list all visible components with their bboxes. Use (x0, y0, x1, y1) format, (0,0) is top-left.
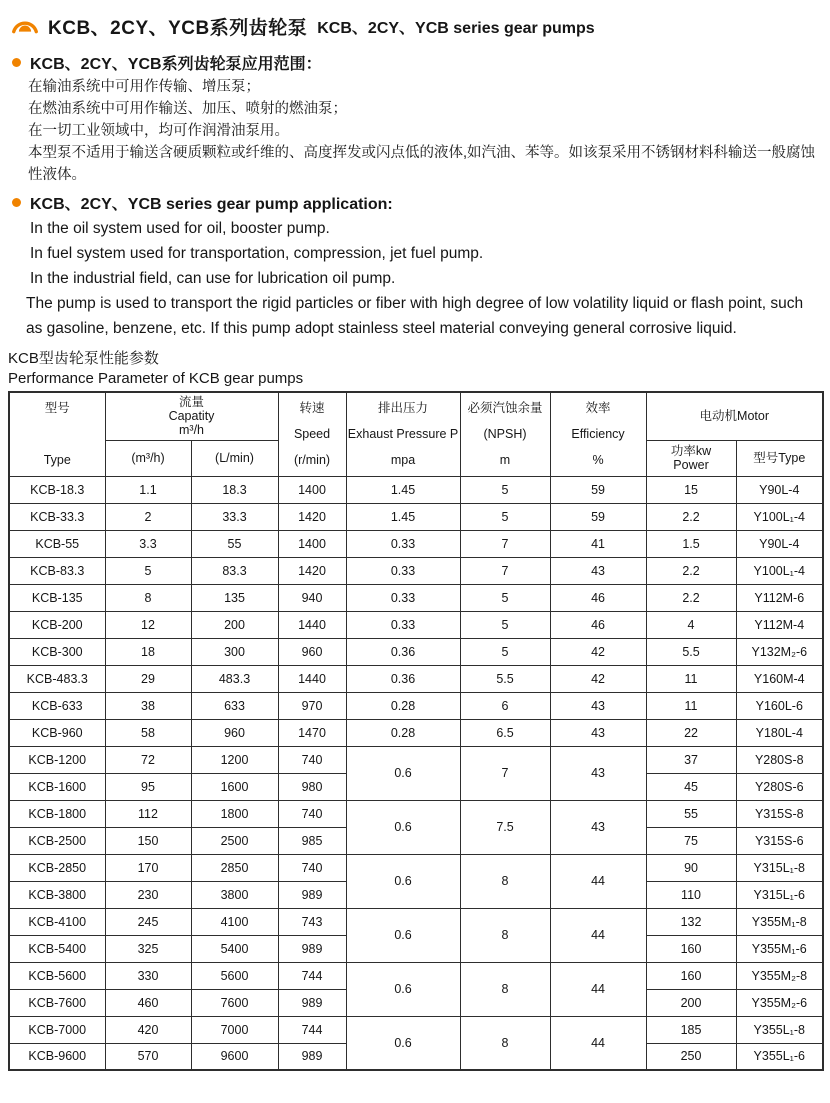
table-row (9, 530, 823, 557)
cell-power: 185 (646, 1016, 736, 1043)
cell-motor-type: Y100L₁-4 (736, 503, 823, 530)
cell-lmin: 300 (191, 638, 278, 665)
page-title (10, 12, 822, 40)
cell-pressure: 0.36 (346, 665, 460, 692)
cell-efficiency: 46 (550, 584, 646, 611)
cell-npsh: 7 (460, 530, 550, 557)
performance-table-body (9, 476, 823, 1070)
section-heading-en (12, 190, 822, 214)
header-speed-zh: 转速 (299, 401, 325, 416)
cell-type: KCB-18.3 (9, 476, 105, 503)
cell-pressure: 0.33 (346, 584, 460, 611)
cell-type: KCB-2500 (9, 827, 105, 854)
cell-lmin: 1600 (191, 773, 278, 800)
cell-efficiency: 43 (550, 800, 646, 854)
cell-m3h: 72 (105, 746, 191, 773)
table-row (9, 854, 823, 881)
cell-m3h: 460 (105, 989, 191, 1016)
cell-speed: 970 (278, 692, 346, 719)
cell-power: 45 (646, 773, 736, 800)
cell-motor-type: Y315S-8 (736, 800, 823, 827)
header-capacity-zh: 流量 (179, 395, 205, 410)
header-pressure-en: Exhaust Pressure P (347, 427, 459, 442)
cell-power: 11 (646, 665, 736, 692)
cell-type: KCB-9600 (9, 1043, 105, 1070)
header-lmin (191, 440, 278, 476)
cell-lmin: 55 (191, 530, 278, 557)
cell-motor-type: Y112M-4 (736, 611, 823, 638)
cell-lmin: 483.3 (191, 665, 278, 692)
cell-type: KCB-960 (9, 719, 105, 746)
cell-m3h: 8 (105, 584, 191, 611)
cell-m3h: 570 (105, 1043, 191, 1070)
zh-line: 在燃油系统中可用作输送、加压、喷射的燃油泵； (28, 101, 347, 117)
cell-type: KCB-7000 (9, 1016, 105, 1043)
table-row (9, 503, 823, 530)
cell-npsh: 5 (460, 584, 550, 611)
table-row (9, 908, 823, 935)
table-row (9, 665, 823, 692)
cell-npsh: 6 (460, 692, 550, 719)
cell-speed: 989 (278, 989, 346, 1016)
zh-line: 在输油系统中可用作传输、增压泵； (28, 79, 260, 95)
cell-m3h: 12 (105, 611, 191, 638)
header-motortype-label: 型号Type (753, 451, 806, 465)
table-row (9, 746, 823, 773)
cell-m3h: 5 (105, 557, 191, 584)
cell-lmin: 1800 (191, 800, 278, 827)
bullet-icon (12, 58, 21, 67)
header-capacity-en: Capatity (168, 409, 215, 424)
header-motor (646, 392, 823, 440)
header-speed (278, 392, 346, 476)
header-type-en: Type (43, 453, 71, 468)
application-en-paragraph (26, 216, 822, 341)
section-heading-zh-text: KCB、2CY、YCB系列齿轮泵应用范围： (30, 55, 322, 73)
table-row (9, 800, 823, 827)
cell-power: 200 (646, 989, 736, 1016)
cell-lmin: 200 (191, 611, 278, 638)
cell-speed: 740 (278, 746, 346, 773)
cell-power: 160 (646, 935, 736, 962)
header-capacity (105, 392, 278, 440)
cell-lmin: 2850 (191, 854, 278, 881)
cell-power: 132 (646, 908, 736, 935)
table-row (9, 584, 823, 611)
cell-speed: 985 (278, 827, 346, 854)
cell-type: KCB-483.3 (9, 665, 105, 692)
header-motortype (736, 440, 823, 476)
cell-motor-type: Y160L-6 (736, 692, 823, 719)
header-power-en: Power (673, 458, 709, 472)
cell-speed: 980 (278, 773, 346, 800)
cell-m3h: 325 (105, 935, 191, 962)
cell-motor-type: Y315S-6 (736, 827, 823, 854)
cell-lmin: 3800 (191, 881, 278, 908)
header-efficiency-en: Efficiency (571, 427, 625, 442)
title-en: KCB、2CY、YCB series gear pumps (317, 19, 595, 37)
cell-speed: 744 (278, 1016, 346, 1043)
en-line: In fuel system used for transportation, compression, jet fuel pump. (30, 245, 484, 262)
table-row (9, 638, 823, 665)
cell-pressure: 0.33 (346, 530, 460, 557)
cell-pressure: 0.6 (346, 800, 460, 854)
cell-type: KCB-1600 (9, 773, 105, 800)
cell-npsh: 7 (460, 557, 550, 584)
cell-lmin: 1200 (191, 746, 278, 773)
cell-speed: 1420 (278, 557, 346, 584)
header-pressure-zh: 排出压力 (378, 401, 429, 416)
en-line: The pump is used to transport the rigid particles or fiber with high degree of low volatility liquid or flash point, such as gasoline, benzene, etc. If this pump adopt stainless steel material conveying general corrosive liquid. (26, 295, 804, 337)
cell-speed: 744 (278, 962, 346, 989)
header-npsh-en: (NPSH) (483, 427, 527, 442)
cell-type: KCB-5600 (9, 962, 105, 989)
cell-power: 2.2 (646, 584, 736, 611)
header-capacity-unit: m³/h (179, 423, 204, 438)
cell-power: 1.5 (646, 530, 736, 557)
cell-lmin: 18.3 (191, 476, 278, 503)
bullet-icon (12, 198, 21, 207)
cell-efficiency: 42 (550, 638, 646, 665)
cell-motor-type: Y355L₁-8 (736, 1016, 823, 1043)
cell-m3h: 2 (105, 503, 191, 530)
cell-speed: 1420 (278, 503, 346, 530)
cell-type: KCB-55 (9, 530, 105, 557)
cell-efficiency: 43 (550, 692, 646, 719)
cell-efficiency: 59 (550, 476, 646, 503)
table-row (9, 962, 823, 989)
cell-efficiency: 43 (550, 719, 646, 746)
table-row (9, 557, 823, 584)
cell-power: 75 (646, 827, 736, 854)
header-pressure (346, 392, 460, 476)
cell-m3h: 3.3 (105, 530, 191, 557)
cell-speed: 940 (278, 584, 346, 611)
cell-npsh: 5 (460, 503, 550, 530)
cell-type: KCB-135 (9, 584, 105, 611)
cell-motor-type: Y90L-4 (736, 530, 823, 557)
cell-m3h: 29 (105, 665, 191, 692)
cell-efficiency: 44 (550, 962, 646, 1016)
header-speed-unit: (r/min) (293, 453, 331, 468)
header-type-zh: 型号 (44, 401, 70, 416)
cell-m3h: 58 (105, 719, 191, 746)
table-caption (8, 349, 822, 389)
cell-power: 5.5 (646, 638, 736, 665)
header-efficiency (550, 392, 646, 476)
cell-speed: 989 (278, 881, 346, 908)
section-heading-zh (12, 50, 822, 74)
cell-pressure: 0.6 (346, 854, 460, 908)
cell-power: 90 (646, 854, 736, 881)
cell-speed: 1400 (278, 476, 346, 503)
cell-motor-type: Y355M₁-8 (736, 908, 823, 935)
cell-npsh: 6.5 (460, 719, 550, 746)
cell-motor-type: Y315L₁-8 (736, 854, 823, 881)
cell-type: KCB-4100 (9, 908, 105, 935)
cell-pressure: 0.28 (346, 719, 460, 746)
cell-motor-type: Y280S-8 (736, 746, 823, 773)
cell-m3h: 112 (105, 800, 191, 827)
cell-m3h: 245 (105, 908, 191, 935)
header-npsh-unit: m (499, 453, 511, 468)
cell-lmin: 7000 (191, 1016, 278, 1043)
cell-pressure: 1.45 (346, 503, 460, 530)
cell-m3h: 230 (105, 881, 191, 908)
cell-lmin: 7600 (191, 989, 278, 1016)
cell-lmin: 83.3 (191, 557, 278, 584)
table-row (9, 719, 823, 746)
cell-efficiency: 44 (550, 854, 646, 908)
cell-type: KCB-633 (9, 692, 105, 719)
cell-power: 2.2 (646, 557, 736, 584)
cell-npsh: 8 (460, 908, 550, 962)
cell-type: KCB-33.3 (9, 503, 105, 530)
cell-pressure: 0.6 (346, 962, 460, 1016)
cell-npsh: 5.5 (460, 665, 550, 692)
cell-power: 160 (646, 962, 736, 989)
cell-speed: 740 (278, 800, 346, 827)
header-m3h-label: (m³/h) (131, 451, 165, 465)
header-speed-en: Speed (293, 427, 331, 442)
table-caption-en: Performance Parameter of KCB gear pumps (8, 370, 304, 387)
cell-speed: 1440 (278, 665, 346, 692)
cell-npsh: 8 (460, 1016, 550, 1070)
cell-m3h: 95 (105, 773, 191, 800)
cell-motor-type: Y132M₂-6 (736, 638, 823, 665)
cell-power: 11 (646, 692, 736, 719)
en-line: In the oil system used for oil, booster pump. (30, 220, 330, 237)
cell-type: KCB-2850 (9, 854, 105, 881)
cell-type: KCB-1200 (9, 746, 105, 773)
cell-npsh: 5 (460, 611, 550, 638)
brand-arc-icon (10, 15, 40, 37)
cell-motor-type: Y355M₁-6 (736, 935, 823, 962)
cell-lmin: 135 (191, 584, 278, 611)
cell-lmin: 5600 (191, 962, 278, 989)
cell-speed: 743 (278, 908, 346, 935)
cell-motor-type: Y180L-4 (736, 719, 823, 746)
cell-power: 250 (646, 1043, 736, 1070)
cell-pressure: 0.6 (346, 908, 460, 962)
cell-type: KCB-200 (9, 611, 105, 638)
cell-npsh: 7.5 (460, 800, 550, 854)
cell-motor-type: Y112M-6 (736, 584, 823, 611)
cell-lmin: 633 (191, 692, 278, 719)
cell-motor-type: Y355M₂-8 (736, 962, 823, 989)
cell-speed: 989 (278, 935, 346, 962)
cell-lmin: 9600 (191, 1043, 278, 1070)
cell-type: KCB-5400 (9, 935, 105, 962)
cell-power: 2.2 (646, 503, 736, 530)
performance-table (8, 391, 824, 1071)
cell-motor-type: Y280S-6 (736, 773, 823, 800)
cell-type: KCB-300 (9, 638, 105, 665)
cell-power: 15 (646, 476, 736, 503)
cell-npsh: 7 (460, 746, 550, 800)
cell-type: KCB-1800 (9, 800, 105, 827)
cell-lmin: 4100 (191, 908, 278, 935)
cell-type: KCB-3800 (9, 881, 105, 908)
section-heading-en-text: KCB、2CY、YCB series gear pump application: (30, 195, 393, 213)
cell-efficiency: 44 (550, 908, 646, 962)
table-row (9, 476, 823, 503)
cell-efficiency: 59 (550, 503, 646, 530)
cell-m3h: 18 (105, 638, 191, 665)
header-npsh (460, 392, 550, 476)
cell-motor-type: Y100L₁-4 (736, 557, 823, 584)
table-row (9, 692, 823, 719)
cell-speed: 1400 (278, 530, 346, 557)
cell-power: 55 (646, 800, 736, 827)
cell-power: 4 (646, 611, 736, 638)
cell-m3h: 170 (105, 854, 191, 881)
cell-efficiency: 43 (550, 557, 646, 584)
cell-lmin: 960 (191, 719, 278, 746)
cell-speed: 1440 (278, 611, 346, 638)
cell-motor-type: Y160M-4 (736, 665, 823, 692)
header-power-zh: 功率kw (670, 444, 712, 458)
application-zh-paragraph (28, 76, 820, 186)
cell-speed: 960 (278, 638, 346, 665)
cell-pressure: 0.6 (346, 746, 460, 800)
table-caption-zh: KCB型齿轮泵性能参数 (8, 350, 159, 367)
cell-npsh: 8 (460, 854, 550, 908)
cell-pressure: 0.33 (346, 557, 460, 584)
cell-speed: 989 (278, 1043, 346, 1070)
cell-motor-type: Y90L-4 (736, 476, 823, 503)
cell-efficiency: 43 (550, 746, 646, 800)
header-efficiency-zh: 效率 (585, 401, 611, 416)
zh-line: 本型泵不适用于输送含硬质颗粒或纤维的、高度挥发或闪点低的液体,如汽油、苯等。如该泵采用不锈钢材料科输送一般腐蚀性液体。 (28, 145, 816, 183)
cell-m3h: 420 (105, 1016, 191, 1043)
cell-m3h: 1.1 (105, 476, 191, 503)
cell-m3h: 330 (105, 962, 191, 989)
cell-lmin: 33.3 (191, 503, 278, 530)
header-efficiency-unit: % (592, 453, 604, 468)
cell-pressure: 0.33 (346, 611, 460, 638)
cell-m3h: 150 (105, 827, 191, 854)
cell-efficiency: 46 (550, 611, 646, 638)
cell-motor-type: Y355M₂-6 (736, 989, 823, 1016)
header-m3h (105, 440, 191, 476)
header-pressure-unit: mpa (390, 453, 416, 468)
cell-efficiency: 44 (550, 1016, 646, 1070)
cell-type: KCB-7600 (9, 989, 105, 1016)
header-power (646, 440, 736, 476)
cell-lmin: 2500 (191, 827, 278, 854)
cell-pressure: 1.45 (346, 476, 460, 503)
cell-motor-type: Y355L₁-6 (736, 1043, 823, 1070)
en-line: In the industrial field, can use for lubrication oil pump. (30, 270, 396, 287)
header-motor-label: 电动机Motor (699, 409, 769, 424)
cell-pressure: 0.28 (346, 692, 460, 719)
cell-motor-type: Y315L₁-6 (736, 881, 823, 908)
table-row (9, 611, 823, 638)
zh-line: 在一切工业领域中，均可作润滑油泵用。 (28, 123, 289, 139)
cell-npsh: 5 (460, 476, 550, 503)
table-row (9, 1016, 823, 1043)
header-type (9, 392, 105, 476)
header-lmin-label: (L/min) (215, 451, 254, 465)
cell-npsh: 5 (460, 638, 550, 665)
cell-pressure: 0.36 (346, 638, 460, 665)
cell-speed: 1470 (278, 719, 346, 746)
cell-pressure: 0.6 (346, 1016, 460, 1070)
cell-lmin: 5400 (191, 935, 278, 962)
cell-m3h: 38 (105, 692, 191, 719)
cell-power: 110 (646, 881, 736, 908)
cell-type: KCB-83.3 (9, 557, 105, 584)
cell-speed: 740 (278, 854, 346, 881)
cell-power: 22 (646, 719, 736, 746)
title-zh: KCB、2CY、YCB系列齿轮泵 (48, 17, 308, 39)
header-npsh-zh: 必须汽蚀余量 (467, 401, 543, 416)
cell-npsh: 8 (460, 962, 550, 1016)
cell-power: 37 (646, 746, 736, 773)
cell-efficiency: 42 (550, 665, 646, 692)
cell-efficiency: 41 (550, 530, 646, 557)
